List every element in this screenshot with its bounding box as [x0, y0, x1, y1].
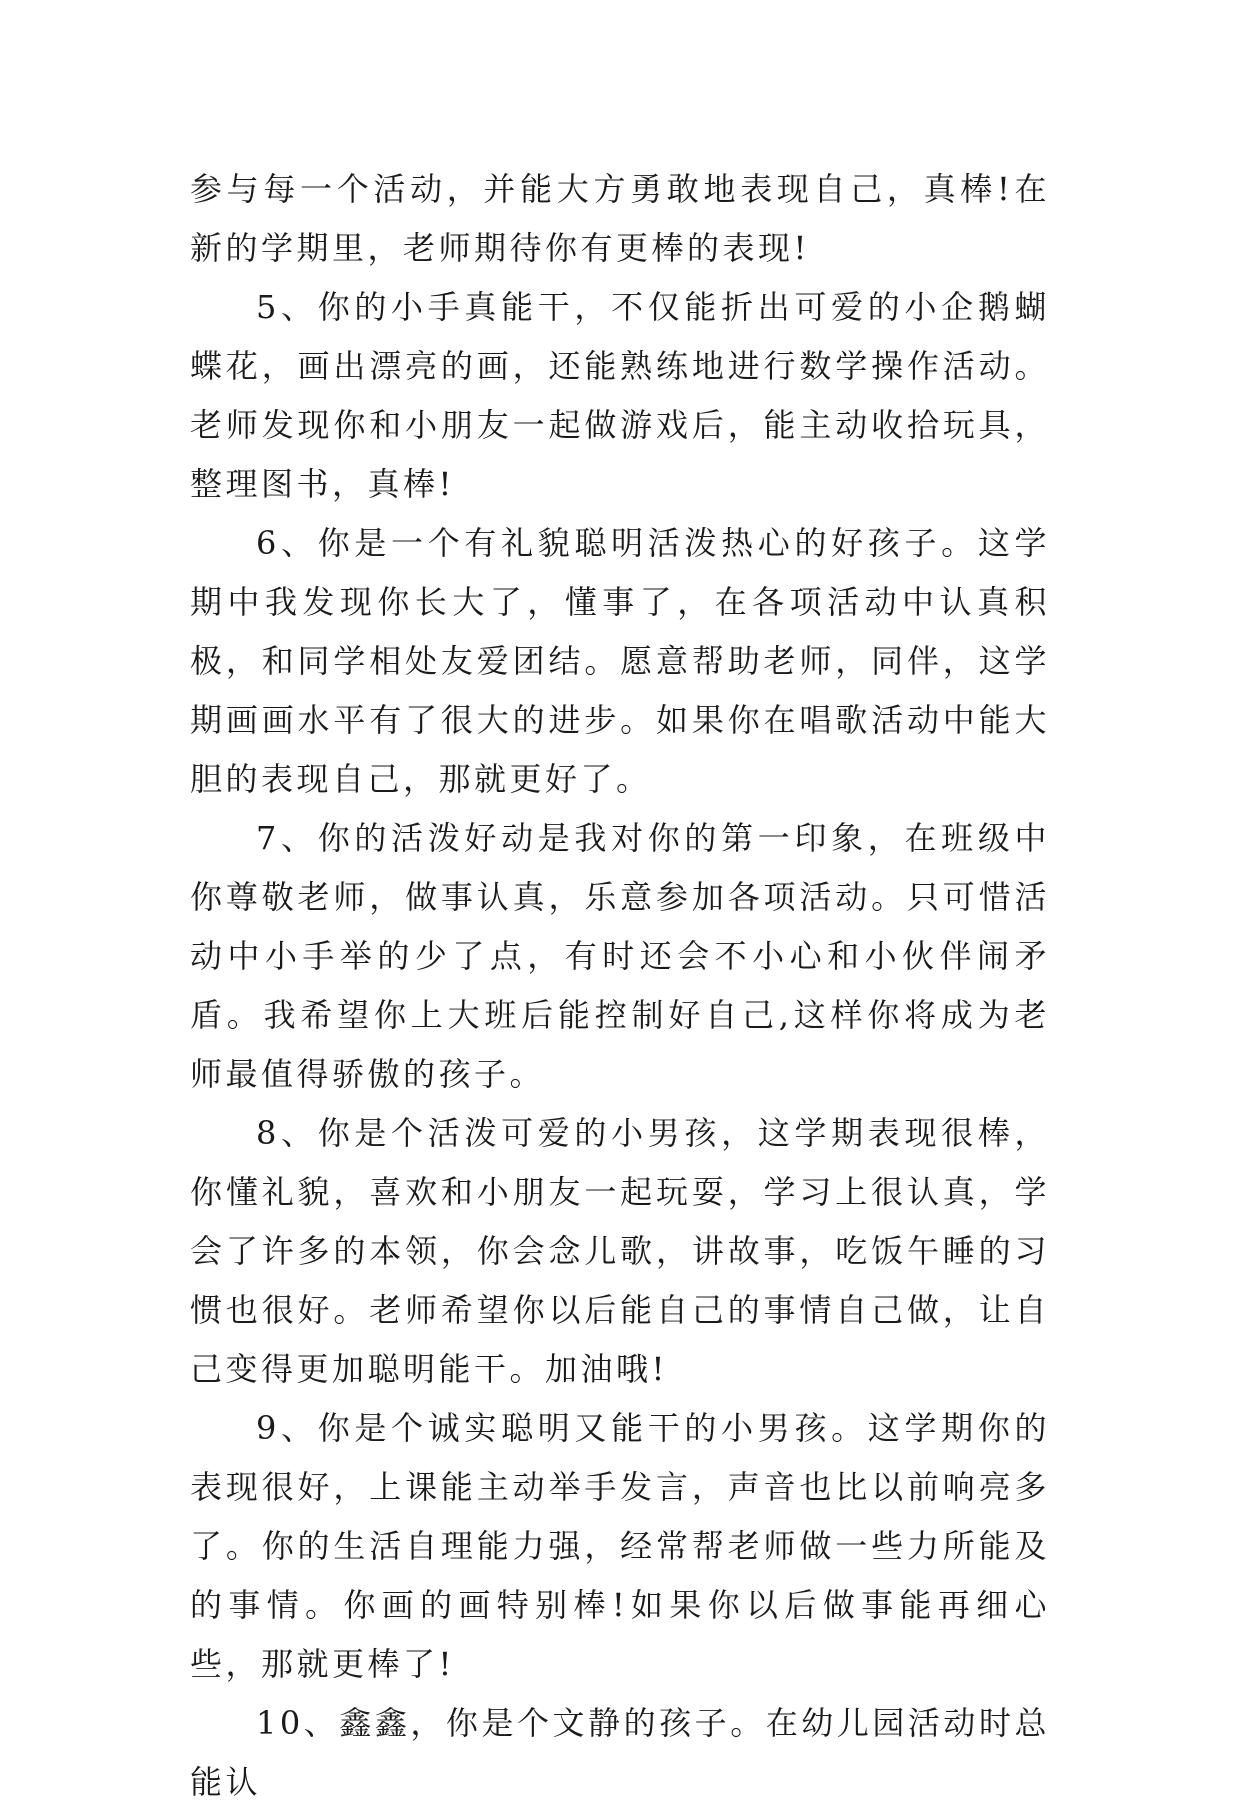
document-body	[190, 160, 1050, 1812]
paragraph-comment-8: 8、你是个活泼可爱的小男孩，这学期表现很棒，你懂礼貌，喜欢和小朋友一起玩耍，学习上很认真，学会了许多的本领，你会念儿歌，讲故事，吃饭午睡的习惯也很好。老师希望你以后能自己的事情自己做，让自己变得更加聪明能干。加油哦!	[190, 1114, 1050, 1388]
paragraph-comment-6: 6、你是一个有礼貌聪明活泼热心的好孩子。这学期中我发现你长大了，懂事了，在各项活动中认真积极，和同学相处友爱团结。愿意帮助老师，同伴，这学期画画水平有了很大的进步。如果你在唱歌活动中能大胆的表现自己，那就更好了。	[190, 524, 1050, 798]
paragraph-comment-7: 7、你的活泼好动是我对你的第一印象，在班级中你尊敬老师，做事认真，乐意参加各项活动。只可惜活动中小手举的少了点，有时还会不小心和小伙伴闹矛盾。我希望你上大班后能控制好自己,这样你将成为老师最值得骄傲的孩子。	[190, 819, 1050, 1093]
paragraph-comment-9: 9、你是个诚实聪明又能干的小男孩。这学期你的表现很好，上课能主动举手发言，声音也比以前响亮多了。你的生活自理能力强，经常帮老师做一些力所能及的事情。你画的画特别棒!如果你以后做事能再细心些，那就更棒了!	[190, 1409, 1050, 1683]
paragraph-comment-10: 10、鑫鑫，你是个文静的孩子。在幼儿园活动时总能认	[190, 1704, 1050, 1801]
paragraph-continuation: 参与每一个活动，并能大方勇敢地表现自己，真棒!在新的学期里，老师期待你有更棒的表现!	[190, 170, 1050, 267]
paragraph-comment-5: 5、你的小手真能干，不仅能折出可爱的小企鹅蝴蝶花，画出漂亮的画，还能熟练地进行数学操作活动。老师发现你和小朋友一起做游戏后，能主动收拾玩具，整理图书，真棒!	[190, 288, 1050, 503]
